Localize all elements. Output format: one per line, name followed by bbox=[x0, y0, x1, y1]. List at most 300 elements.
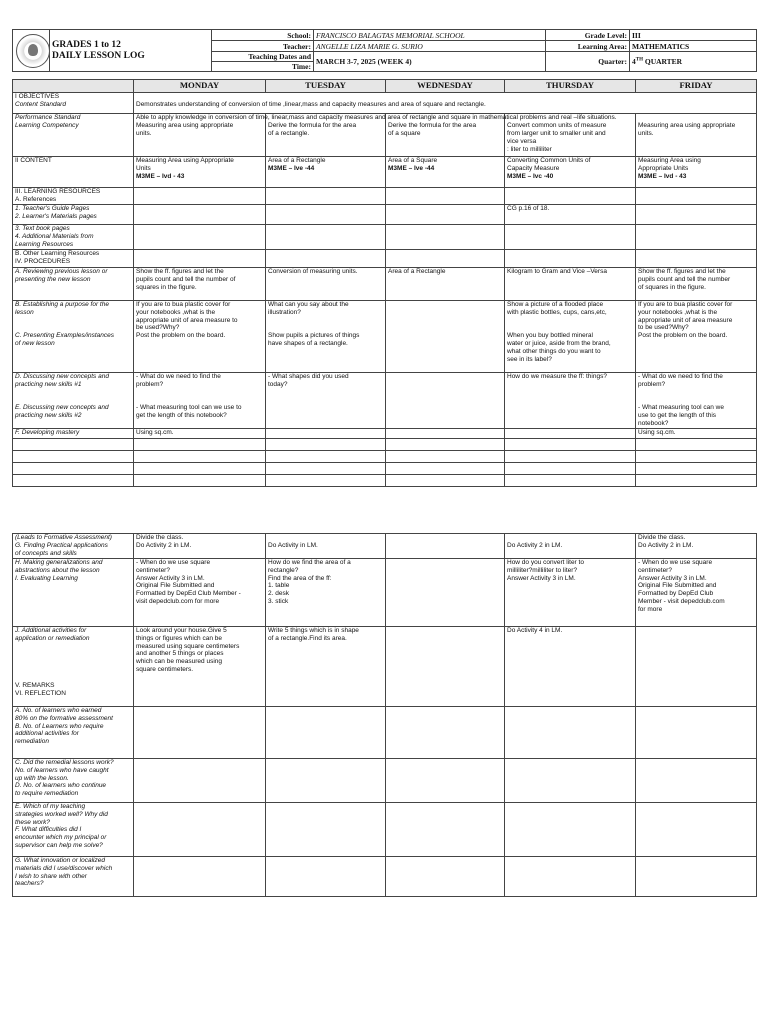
row-learning-resources-wednesday bbox=[386, 188, 505, 205]
row-purpose-monday bbox=[134, 300, 266, 372]
row-formative-thursday bbox=[505, 534, 636, 559]
row-reflection-cd-label-line-3: up with the lesson. bbox=[15, 774, 69, 782]
row-purpose-thursday-line-1: Show a picture of a flooded place bbox=[507, 300, 604, 308]
row-generalizations-label bbox=[13, 558, 134, 626]
row-performance-standard bbox=[13, 114, 757, 157]
row-reflection-ef bbox=[13, 802, 757, 856]
row-reflection-ab bbox=[13, 706, 757, 758]
row-additional-label-line-6 bbox=[15, 666, 131, 674]
row-reflection-cd-wednesday bbox=[386, 758, 505, 802]
row-additional-tuesday-line-1: Write 5 things which is in shape bbox=[268, 626, 359, 634]
row-generalizations-friday-line-6: Member - visit depedclub.com bbox=[638, 598, 725, 606]
row-learning-resources-label bbox=[13, 188, 134, 205]
row-content-thursday bbox=[505, 157, 636, 188]
row-performance-standard-thursday-line-5: : liter to milliliter bbox=[507, 145, 552, 153]
row-generalizations-friday-line-7: for more bbox=[638, 606, 663, 614]
row-reflection-g-label-line-4: teachers? bbox=[15, 880, 44, 888]
row-blank-2 bbox=[13, 451, 757, 463]
row-discussing-label bbox=[13, 372, 134, 428]
row-generalizations-monday bbox=[134, 558, 266, 626]
row-discussing-label-line-1: D. Discussing new concepts and bbox=[15, 372, 109, 380]
row-text-book-label bbox=[13, 225, 134, 250]
row-purpose-friday-line-2: your notebooks ,what is the bbox=[638, 308, 718, 316]
row-reflection-g-label-line-1: G. What innovation or localized bbox=[15, 856, 105, 864]
row-performance-standard-wednesday-line-2: Derive the formula for the area bbox=[388, 121, 477, 129]
row-content-friday bbox=[636, 157, 757, 188]
row-content-thursday-line-3: M3ME – Ivc -40 bbox=[507, 172, 554, 180]
row-mastery-label bbox=[13, 429, 134, 439]
row-discussing-tuesday-line-2: today? bbox=[268, 380, 288, 388]
row-blank-1-friday bbox=[636, 439, 757, 451]
row-blank-2-wednesday bbox=[386, 451, 505, 463]
row-generalizations-tuesday-line-1: How do we find the area of a bbox=[268, 558, 351, 566]
row-learning-resources bbox=[13, 188, 757, 205]
row-generalizations-thursday-line-2: milliliter?milliliter to liter? bbox=[507, 566, 578, 574]
row-discussing-friday-line-1: - What do we need to find the bbox=[638, 372, 723, 380]
row-blank-4 bbox=[13, 475, 757, 487]
row-discussing-friday-line-3 bbox=[638, 389, 754, 397]
row-purpose-thursday-line-4 bbox=[507, 324, 633, 332]
row-additional-tuesday-line-2: of a rectangle.Find its area. bbox=[268, 634, 347, 642]
row-purpose-tuesday-line-6: have shapes of a rectangle. bbox=[268, 340, 348, 348]
row-blank-1-monday bbox=[134, 439, 266, 451]
row-performance-standard-friday-line-2: Measuring area using appropriate bbox=[638, 121, 736, 129]
row-generalizations-friday-line-2: centimeter? bbox=[638, 566, 672, 574]
row-other-resources-label-line-2: IV. PROCEDURES bbox=[15, 257, 71, 265]
row-purpose-friday-line-4: to be used?Why? bbox=[638, 324, 689, 332]
row-teachers-guide-label bbox=[13, 205, 134, 225]
row-generalizations-label-line-3: I. Evaluating Learning bbox=[15, 574, 78, 582]
row-generalizations-thursday bbox=[505, 558, 636, 626]
row-purpose-tuesday-line-2: illustration? bbox=[268, 308, 301, 316]
row-reflection-g-label-line-3: I wish to share with other bbox=[15, 872, 87, 880]
row-additional-label bbox=[13, 626, 134, 706]
row-reflection-cd-monday bbox=[134, 758, 266, 802]
row-blank-2-tuesday bbox=[266, 451, 386, 463]
row-additional-monday-line-2: things or figures which can be bbox=[136, 634, 222, 642]
learning-area-label: Learning Area: bbox=[546, 41, 630, 52]
row-reflection-g-monday bbox=[134, 856, 266, 896]
row-performance-standard-monday-line-3: units. bbox=[136, 129, 152, 137]
lesson-log-table-page-2 bbox=[12, 533, 757, 897]
row-reflection-cd-tuesday bbox=[266, 758, 386, 802]
row-other-resources-thursday bbox=[505, 249, 636, 267]
row-reflection-g-label-line-2: materials did I use/discover which bbox=[15, 864, 113, 872]
row-purpose-tuesday-line-3 bbox=[268, 317, 383, 325]
row-content-tuesday-line-2: M3ME – Ive -44 bbox=[268, 164, 315, 172]
row-performance-standard-monday-line-2: Measuring area using appropriate bbox=[136, 121, 234, 129]
row-objectives-all-days-line-2: Demonstrates understanding of conversion of time ,linear,mass and capacity measures and area of square and rectangle. bbox=[136, 100, 486, 108]
row-purpose-label-line-2: lesson bbox=[15, 308, 34, 316]
row-discussing-monday-line-2: problem? bbox=[136, 380, 164, 388]
row-additional-label-line-2: application or remediation bbox=[15, 634, 90, 642]
row-formative-friday bbox=[636, 534, 757, 559]
row-additional-monday bbox=[134, 626, 266, 706]
row-text-book-label-line-2: 4. Additional Materials from bbox=[15, 232, 94, 240]
row-reviewing-monday bbox=[134, 267, 266, 300]
title-line-1: GRADES 1 to 12 bbox=[52, 40, 121, 50]
row-blank-4-tuesday bbox=[266, 475, 386, 487]
quarter-label: Quarter: bbox=[546, 52, 630, 72]
row-teachers-guide bbox=[13, 205, 757, 225]
row-teachers-guide-label-line-2: 2. Learner's Materials pages bbox=[15, 212, 97, 220]
row-text-book-wednesday bbox=[386, 225, 505, 250]
row-generalizations-label-line-2: abstractions about the lesson bbox=[15, 566, 100, 574]
row-reflection-ab-label-line-4: additional activities for bbox=[15, 730, 79, 738]
row-discussing-tuesday-line-1: - What shapes did you used bbox=[268, 372, 349, 380]
row-purpose-thursday-line-5: When you buy bottled mineral bbox=[507, 332, 593, 340]
row-generalizations-tuesday-line-6: 3. stick bbox=[268, 598, 289, 606]
row-reflection-ef-label-line-5: encounter which my principal or bbox=[15, 834, 107, 842]
row-purpose-monday-line-1: If you are to bua plastic cover for bbox=[136, 300, 231, 308]
row-purpose-tuesday-line-1: What can you say about the bbox=[268, 300, 349, 308]
row-additional-wednesday bbox=[386, 626, 505, 706]
row-reviewing-friday bbox=[636, 267, 757, 300]
row-learning-resources-monday bbox=[134, 188, 266, 205]
row-formative-tuesday-line-2: Do Activity in LM. bbox=[268, 541, 318, 549]
row-purpose-friday-line-1: If you are to bua plastic cover for bbox=[638, 300, 733, 308]
row-reflection-cd bbox=[13, 758, 757, 802]
row-additional-label-line-1: J. Additional activities for bbox=[15, 626, 87, 634]
row-blank-4-friday bbox=[636, 475, 757, 487]
row-reflection-g-thursday bbox=[505, 856, 636, 896]
row-discussing-monday bbox=[134, 372, 266, 428]
quarter-word: QUARTER bbox=[644, 57, 683, 66]
row-reflection-cd-label-line-1: C. Did the remedial lessons work? bbox=[15, 758, 114, 766]
deped-seal-cell bbox=[13, 30, 50, 72]
row-teachers-guide-tuesday bbox=[266, 205, 386, 225]
row-reflection-ef-label bbox=[13, 802, 134, 856]
row-mastery-monday bbox=[134, 429, 266, 439]
row-generalizations-friday-line-5: Formatted by DepEd Club bbox=[638, 590, 714, 598]
row-teachers-guide-thursday bbox=[505, 205, 636, 225]
row-discussing-friday-line-5: - What measuring tool can we bbox=[638, 404, 724, 412]
row-content-wednesday-line-2: M3ME – Ive -44 bbox=[388, 164, 435, 172]
row-reflection-g-tuesday bbox=[266, 856, 386, 896]
row-reviewing-thursday bbox=[505, 267, 636, 300]
row-other-resources-tuesday bbox=[266, 249, 386, 267]
row-blank-3-friday bbox=[636, 463, 757, 475]
row-text-book bbox=[13, 225, 757, 250]
row-reflection-ef-wednesday bbox=[386, 802, 505, 856]
row-discussing-label-line-4 bbox=[15, 396, 131, 404]
row-blank-3-wednesday bbox=[386, 463, 505, 475]
row-purpose-tuesday-line-4 bbox=[268, 324, 383, 332]
row-generalizations-tuesday-line-2: rectangle? bbox=[268, 566, 299, 574]
row-objectives-all-days-line-1 bbox=[136, 93, 754, 101]
row-objectives-all-days bbox=[134, 93, 757, 114]
row-purpose-monday-line-3: appropriate unit of area measure to bbox=[136, 316, 238, 324]
row-mastery-wednesday bbox=[386, 429, 505, 439]
row-reflection-g-friday bbox=[636, 856, 757, 896]
row-discussing-label-line-2: practicing new skills #1 bbox=[15, 380, 82, 388]
header-table bbox=[12, 29, 757, 72]
row-generalizations-monday-line-1: - When do we use square bbox=[136, 558, 211, 566]
row-purpose-label-line-5: C. Presenting Examples/instances bbox=[15, 332, 114, 340]
row-additional-label-line-8: V. REMARKS bbox=[15, 682, 55, 690]
school-value: FRANCISCO BALAGTAS MEMORIAL SCHOOL bbox=[314, 30, 546, 41]
row-purpose-friday-line-3: appropriate unit of area measure bbox=[638, 316, 733, 324]
row-other-resources bbox=[13, 249, 757, 267]
row-additional-monday-line-5: which can be measured using bbox=[136, 658, 222, 666]
day-header-corner bbox=[13, 80, 134, 93]
row-additional-monday-line-1: Look around your house.Give 5 bbox=[136, 626, 227, 634]
row-other-resources-monday bbox=[134, 249, 266, 267]
deped-seal-icon bbox=[16, 34, 50, 68]
row-discussing-thursday-line-1: How do we measure the ff: things? bbox=[507, 372, 607, 380]
row-formative-monday-line-2: Do Activity 2 in LM. bbox=[136, 541, 192, 549]
row-blank-4-monday bbox=[134, 475, 266, 487]
row-mastery-thursday bbox=[505, 429, 636, 439]
row-content-label-line-1: II CONTENT bbox=[15, 157, 52, 164]
row-formative-tuesday-line-1 bbox=[268, 534, 383, 542]
row-reflection-cd-thursday bbox=[505, 758, 636, 802]
row-performance-standard-tuesday-line-2: Derive the formula for the area bbox=[268, 121, 357, 129]
row-text-book-thursday bbox=[505, 225, 636, 250]
row-additional bbox=[13, 626, 757, 706]
row-reviewing-wednesday bbox=[386, 267, 505, 300]
row-generalizations-tuesday-line-5: 2. desk bbox=[268, 590, 289, 598]
row-formative-label-line-2: G. Finding Practical applications bbox=[15, 541, 108, 549]
row-formative-monday bbox=[134, 534, 266, 559]
row-formative-label bbox=[13, 534, 134, 559]
row-purpose-label-line-6: of new lesson bbox=[15, 340, 55, 348]
row-discussing-label-line-6: practicing new skills #2 bbox=[15, 412, 82, 420]
row-reflection-ab-wednesday bbox=[386, 706, 505, 758]
row-discussing-friday-line-7: notebook? bbox=[638, 420, 669, 428]
row-formative-label-line-3: of concepts and skills bbox=[15, 549, 77, 557]
row-additional-friday bbox=[636, 626, 757, 706]
row-generalizations-monday-line-5: Formatted by DepEd Club Member - bbox=[136, 590, 241, 598]
row-text-book-label-line-3: Learning Resources bbox=[15, 240, 74, 248]
row-discussing-label-line-5: E. Discussing new concepts and bbox=[15, 404, 109, 412]
row-performance-standard-label-line-1: Performance Standard bbox=[15, 114, 81, 121]
row-objectives bbox=[13, 93, 757, 114]
row-purpose-thursday-line-6: water or juice, aside from the brand, bbox=[507, 340, 611, 348]
row-reflection-ef-label-line-2: strategies worked well? Why did bbox=[15, 810, 108, 818]
row-discussing bbox=[13, 372, 757, 428]
row-mastery-friday-line-1: Using sq.cm. bbox=[638, 429, 676, 437]
row-purpose-tuesday-line-5: Show pupils a pictures of things bbox=[268, 332, 360, 340]
row-reviewing-wednesday-line-1: Area of a Rectangle bbox=[388, 267, 446, 275]
row-additional-monday-line-6: square centimeters. bbox=[136, 666, 194, 674]
row-other-resources-label bbox=[13, 249, 134, 267]
row-reflection-ef-tuesday bbox=[266, 802, 386, 856]
row-blank-2-monday bbox=[134, 451, 266, 463]
row-reflection-ef-label-line-3: these work? bbox=[15, 818, 51, 826]
row-content-thursday-line-1: Converting Common Units of bbox=[507, 157, 591, 164]
row-text-book-monday bbox=[134, 225, 266, 250]
row-generalizations-tuesday-line-3: Find the area of the ff: bbox=[268, 574, 332, 582]
title-line-2: DAILY LESSON LOG bbox=[52, 50, 145, 61]
row-purpose-monday-line-5: Post the problem on the board. bbox=[136, 332, 226, 340]
row-reviewing-monday-line-2: pupils count and tell the number of bbox=[136, 275, 236, 283]
row-generalizations-tuesday-line-4: 1. table bbox=[268, 582, 290, 590]
row-generalizations-monday-line-6: visit depedclub.com for more bbox=[136, 598, 220, 606]
row-purpose-label-line-4 bbox=[15, 324, 131, 332]
row-formative-friday-line-2: Do Activity 2 in LM. bbox=[638, 541, 694, 549]
row-blank-4-thursday bbox=[505, 475, 636, 487]
row-reflection-ab-label-line-2: 80% on the formative assessment bbox=[15, 714, 113, 722]
row-content-label bbox=[13, 157, 134, 188]
row-reflection-ef-label-line-6: supervisor can help me solve? bbox=[15, 842, 103, 850]
row-purpose bbox=[13, 300, 757, 372]
row-performance-standard-friday-line-1 bbox=[638, 114, 754, 122]
row-blank-2-label bbox=[13, 451, 134, 463]
row-generalizations-monday-line-2: centimeter? bbox=[136, 566, 170, 574]
row-teachers-guide-thursday-line-1: CG p.16 of 18. bbox=[507, 205, 550, 212]
row-content bbox=[13, 157, 757, 188]
row-reflection-cd-friday bbox=[636, 758, 757, 802]
row-content-tuesday-line-1: Area of a Rectangle bbox=[268, 157, 326, 164]
row-blank-3 bbox=[13, 463, 757, 475]
row-purpose-thursday-line-8: see in its label? bbox=[507, 356, 552, 364]
dates-label-line-1: Teaching Dates and bbox=[212, 52, 314, 62]
row-reviewing-monday-line-3: squares in the figure. bbox=[136, 283, 197, 291]
row-additional-label-line-9: VI. REFLECTION bbox=[15, 689, 66, 697]
row-text-book-friday bbox=[636, 225, 757, 250]
quarter-suffix: TH bbox=[635, 57, 643, 63]
row-generalizations-friday-line-4: Original File Submitted and bbox=[638, 582, 717, 590]
row-reflection-g bbox=[13, 856, 757, 896]
row-purpose-thursday bbox=[505, 300, 636, 372]
row-teachers-guide-label-line-1: 1. Teacher's Guide Pages bbox=[15, 205, 90, 212]
row-discussing-monday-line-5: - What measuring tool can we use to bbox=[136, 404, 242, 412]
school-label: School: bbox=[212, 30, 314, 41]
row-reviewing-label-line-2: presenting the new lesson bbox=[15, 275, 91, 283]
row-reflection-ab-label-line-1: A. No. of learners who earned bbox=[15, 706, 102, 714]
row-reviewing-monday-line-1: Show the ff. figures and let the bbox=[136, 267, 224, 275]
row-generalizations-friday-line-3: Answer Activity 3 in LM. bbox=[638, 574, 707, 582]
row-additional-thursday-line-1: Do Activity 4 in LM. bbox=[507, 626, 563, 634]
row-reflection-cd-label-line-2: No. of learners who have caught bbox=[15, 766, 109, 774]
row-discussing-monday-line-3 bbox=[136, 389, 263, 397]
row-text-book-tuesday bbox=[266, 225, 386, 250]
row-discussing-friday-line-6: use to get the length of this bbox=[638, 412, 717, 420]
row-objectives-label bbox=[13, 93, 134, 114]
row-generalizations-monday-line-4: Original File Submitted and bbox=[136, 582, 215, 590]
row-additional-thursday bbox=[505, 626, 636, 706]
row-purpose-label bbox=[13, 300, 134, 372]
quarter-value bbox=[630, 52, 757, 72]
row-other-resources-friday bbox=[636, 249, 757, 267]
row-reviewing-tuesday-line-1: Conversion of measuring units. bbox=[268, 267, 358, 275]
row-generalizations-friday-line-1: - When do we use square bbox=[638, 558, 713, 566]
row-discussing-monday-line-6: get the length of this notebook? bbox=[136, 412, 227, 420]
row-purpose-thursday-line-3 bbox=[507, 317, 633, 325]
row-reflection-ef-friday bbox=[636, 802, 757, 856]
row-teachers-guide-friday bbox=[636, 205, 757, 225]
day-header-friday: FRIDAY bbox=[636, 80, 757, 93]
quarter-number: 4 bbox=[632, 57, 636, 66]
row-learning-resources-tuesday bbox=[266, 188, 386, 205]
row-reflection-cd-label bbox=[13, 758, 134, 802]
lesson-log-table-page-1 bbox=[12, 79, 757, 487]
row-learning-resources-friday bbox=[636, 188, 757, 205]
grade-level-label: Grade Level: bbox=[546, 30, 630, 41]
row-learning-resources-label-line-1: III. LEARNING RESOURCES bbox=[15, 188, 101, 195]
row-teachers-guide-wednesday bbox=[386, 205, 505, 225]
row-objectives-label-line-1: I OBJECTIVES bbox=[15, 93, 60, 100]
row-reflection-g-label bbox=[13, 856, 134, 896]
row-reflection-g-wednesday bbox=[386, 856, 505, 896]
row-reviewing-label bbox=[13, 267, 134, 300]
row-teachers-guide-monday bbox=[134, 205, 266, 225]
row-performance-standard-wednesday-line-3: of a square bbox=[388, 129, 421, 137]
row-discussing-friday-line-4 bbox=[638, 396, 754, 404]
row-purpose-tuesday bbox=[266, 300, 386, 372]
row-blank-2-friday bbox=[636, 451, 757, 463]
row-generalizations-thursday-line-1: How do you convert liter to bbox=[507, 558, 584, 566]
row-additional-monday-line-4: and another 5 things or places bbox=[136, 650, 224, 658]
row-purpose-friday-line-5: Post the problem on the board. bbox=[638, 332, 728, 340]
row-reflection-ab-monday bbox=[134, 706, 266, 758]
row-reviewing-friday-line-2: pupils count and tell the number bbox=[638, 275, 731, 283]
row-reflection-cd-label-line-4: D. No. of learners who continue bbox=[15, 782, 107, 790]
row-content-monday-line-2: Units bbox=[136, 164, 151, 172]
row-discussing-tuesday bbox=[266, 372, 386, 428]
row-discussing-label-line-3 bbox=[15, 389, 131, 397]
row-blank-3-tuesday bbox=[266, 463, 386, 475]
row-performance-standard-tuesday-line-3: of a rectangle. bbox=[268, 129, 310, 137]
row-blank-4-wednesday bbox=[386, 475, 505, 487]
row-discussing-thursday bbox=[505, 372, 636, 428]
row-content-friday-line-2: Appropriate Units bbox=[638, 164, 689, 172]
row-reviewing-friday-line-3: of squares in the figure. bbox=[638, 283, 706, 291]
form-title bbox=[50, 30, 212, 72]
dates-value: MARCH 3-7, 2025 (WEEK 4) bbox=[314, 52, 546, 72]
row-formative-thursday-line-1 bbox=[507, 534, 633, 542]
row-performance-standard-label-line-2: Learning Competency bbox=[15, 121, 79, 129]
row-generalizations-wednesday bbox=[386, 558, 505, 626]
row-learning-resources-label-line-2: A. References bbox=[15, 195, 57, 203]
row-reflection-ab-label-line-3: B. No. of Learners who require bbox=[15, 722, 104, 730]
row-blank-1-wednesday bbox=[386, 439, 505, 451]
row-generalizations bbox=[13, 558, 757, 626]
row-formative bbox=[13, 534, 757, 559]
row-reviewing bbox=[13, 267, 757, 300]
row-purpose-monday-line-2: your notebooks ,what is the bbox=[136, 308, 216, 316]
performance-standard-text: Able to apply knowledge in conversion of time, linear,mass and capacity measures and area of rectangle and square in mathematical problems and real –life situations. bbox=[136, 114, 617, 121]
row-performance-standard-thursday-line-4: vice versa bbox=[507, 137, 537, 145]
row-additional-label-line-3 bbox=[15, 643, 131, 651]
row-content-friday-line-1: Measuring Area using bbox=[638, 157, 701, 164]
row-purpose-label-line-3 bbox=[15, 317, 131, 325]
row-mastery bbox=[13, 429, 757, 439]
row-additional-label-line-5 bbox=[15, 658, 131, 666]
row-performance-standard-thursday-line-2: Convert common units of measure bbox=[507, 121, 607, 129]
row-performance-standard-thursday-line-3: from larger unit to smaller unit and bbox=[507, 129, 606, 137]
row-content-monday-line-3: M3ME – Ivd - 43 bbox=[136, 172, 185, 180]
row-learning-resources-thursday bbox=[505, 188, 636, 205]
row-blank-1-tuesday bbox=[266, 439, 386, 451]
row-mastery-friday bbox=[636, 429, 757, 439]
row-content-monday bbox=[134, 157, 266, 188]
row-additional-label-line-7 bbox=[15, 674, 131, 682]
row-discussing-friday bbox=[636, 372, 757, 428]
row-discussing-monday-line-4 bbox=[136, 396, 263, 404]
day-header-monday: MONDAY bbox=[134, 80, 266, 93]
row-reflection-ab-label-line-5: remediation bbox=[15, 738, 49, 746]
row-discussing-friday-line-2: problem? bbox=[638, 380, 666, 388]
day-header-row bbox=[13, 80, 757, 93]
row-mastery-tuesday bbox=[266, 429, 386, 439]
row-reflection-ef-thursday bbox=[505, 802, 636, 856]
row-purpose-wednesday bbox=[386, 300, 505, 372]
learning-area-value: MATHEMATICS bbox=[630, 41, 757, 52]
row-performance-standard-label bbox=[13, 114, 134, 157]
row-content-monday-line-1: Measuring Area using Appropriate bbox=[136, 157, 234, 164]
